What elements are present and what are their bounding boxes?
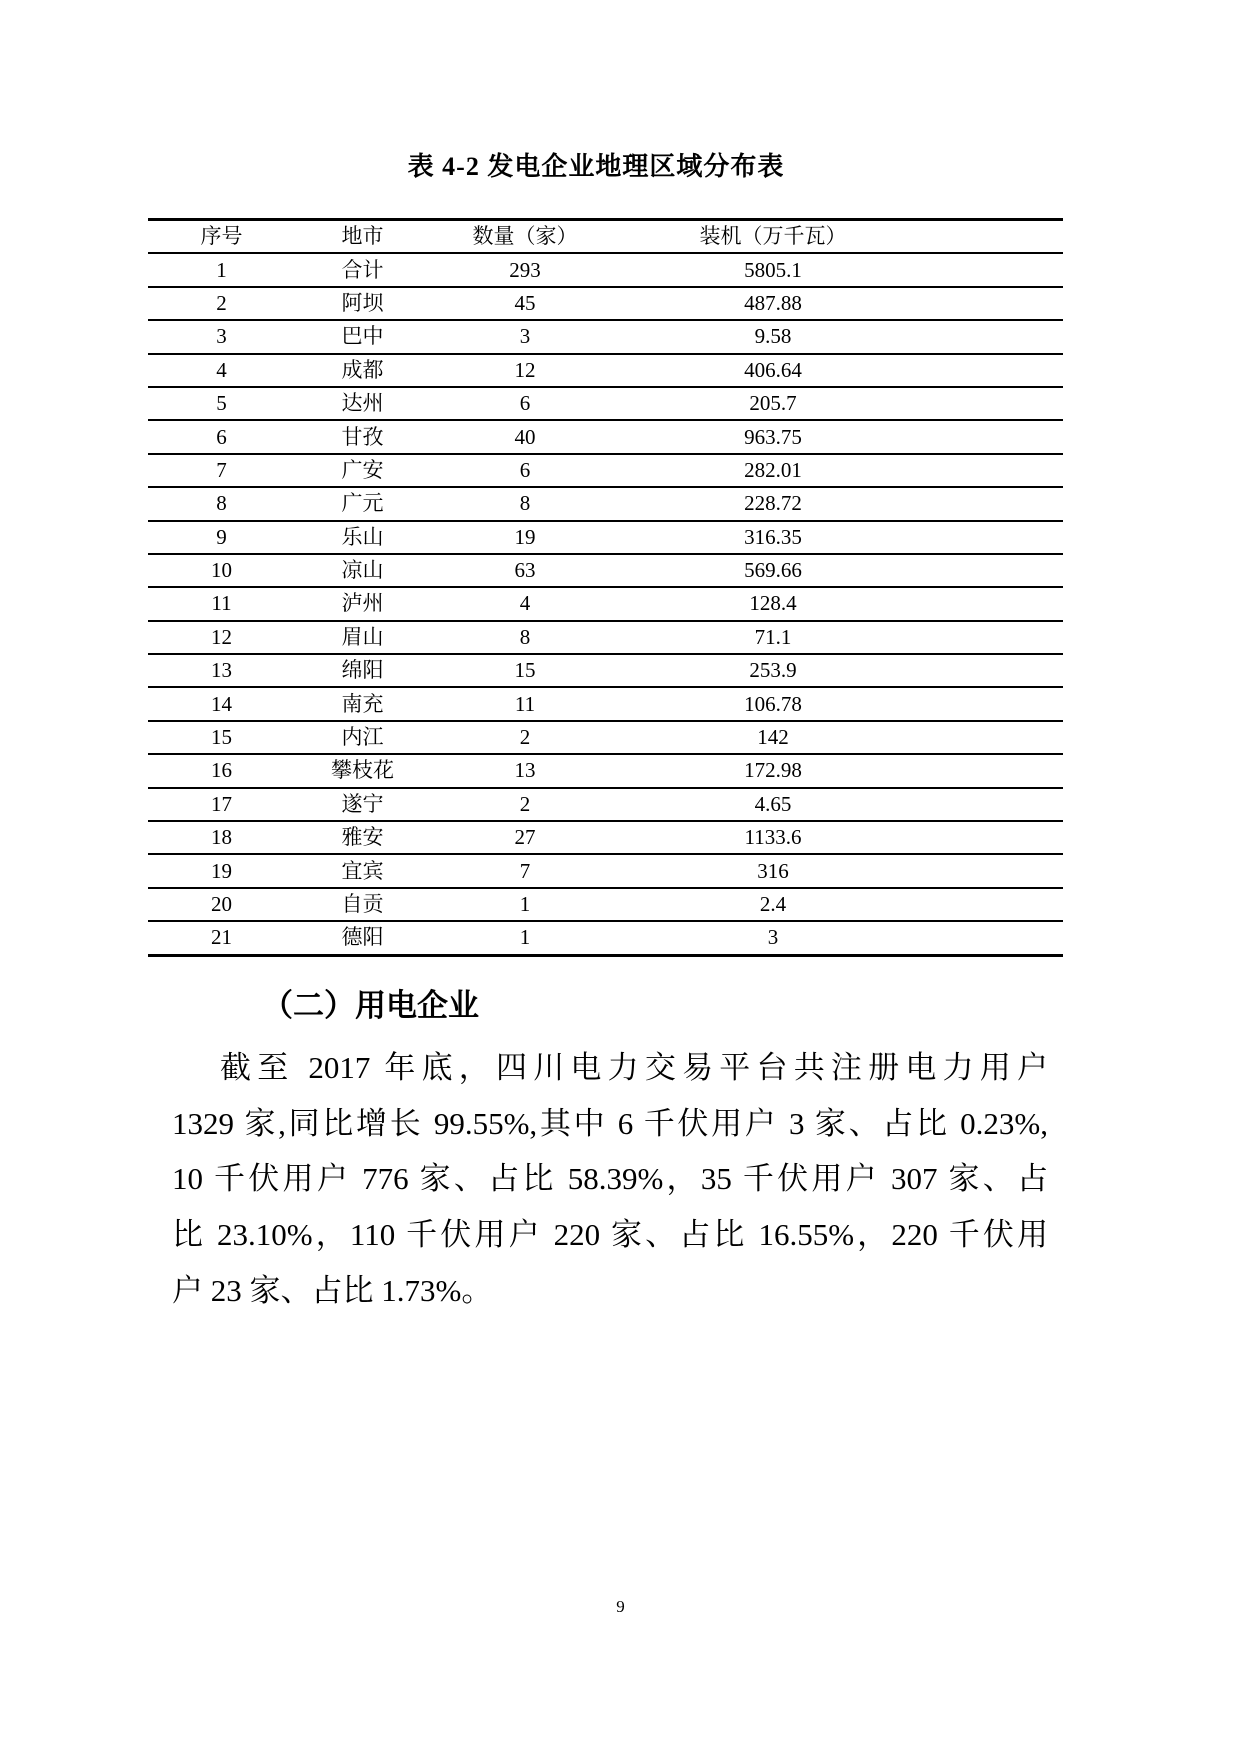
table-row (148, 420, 1063, 453)
header-city: 地市 (295, 220, 430, 254)
table-title: 表 4-2 发电企业地理区域分布表 (407, 152, 785, 181)
table-cell: 18 (148, 821, 295, 854)
table-cell: 142 (620, 721, 1063, 754)
table-cell: 15 (430, 654, 620, 687)
table-cell: 1 (430, 888, 620, 921)
table-cell: 13 (148, 654, 295, 687)
table-row (148, 821, 1063, 854)
table-cell: 自贡 (295, 888, 430, 921)
table-cell: 963.75 (620, 420, 1063, 453)
table-cell: 5805.1 (620, 253, 1063, 286)
table-cell: 293 (430, 253, 620, 286)
table-row (148, 687, 1063, 720)
table-cell: 15 (148, 721, 295, 754)
section-heading: （二）用电企业 (262, 988, 479, 1023)
table-header-row (148, 220, 1063, 254)
table-cell: 广元 (295, 487, 430, 520)
table-cell: 合计 (295, 253, 430, 286)
table-cell: 宜宾 (295, 854, 430, 887)
table-cell: 4 (430, 587, 620, 620)
table-cell: 40 (430, 420, 620, 453)
table-row (148, 921, 1063, 955)
table-cell: 1 (430, 921, 620, 955)
table-cell: 282.01 (620, 454, 1063, 487)
table-cell: 21 (148, 921, 295, 955)
table-cell: 14 (148, 687, 295, 720)
table-row (148, 621, 1063, 654)
table-cell: 12 (430, 354, 620, 387)
table-cell: 巴中 (295, 320, 430, 353)
page-number: 9 (616, 1597, 625, 1616)
paragraph-line: 比 23.10%，110 千伏用户 220 家、占比 16.55%，220 千伏用 (172, 1217, 1048, 1253)
table-row (148, 287, 1063, 320)
table-row (148, 754, 1063, 787)
table-cell: 17 (148, 788, 295, 821)
table-cell: 9.58 (620, 320, 1063, 353)
table-cell: 2 (148, 287, 295, 320)
table-cell: 8 (430, 487, 620, 520)
table-cell: 19 (430, 521, 620, 554)
table-cell: 6 (148, 420, 295, 453)
table-cell: 达州 (295, 387, 430, 420)
table-cell: 雅安 (295, 821, 430, 854)
table-cell: 16 (148, 754, 295, 787)
table-row (148, 721, 1063, 754)
paragraph-line: 户 23 家、占比 1.73%。 (172, 1272, 493, 1308)
table-row (148, 521, 1063, 554)
table-cell: 4 (148, 354, 295, 387)
table-cell: 德阳 (295, 921, 430, 955)
body-paragraph (172, 1040, 1048, 1318)
table-cell: 19 (148, 854, 295, 887)
table-row (148, 654, 1063, 687)
table-cell: 316 (620, 854, 1063, 887)
table-cell: 316.35 (620, 521, 1063, 554)
table-cell: 253.9 (620, 654, 1063, 687)
table-row (148, 454, 1063, 487)
table-cell: 27 (430, 821, 620, 854)
table-cell: 6 (430, 387, 620, 420)
table-cell: 泸州 (295, 587, 430, 620)
paragraph-line: 1329 家,同比增长 99.55%,其中 6 千伏用户 3 家、占比 0.23%, (172, 1105, 1048, 1141)
table-cell: 攀枝花 (295, 754, 430, 787)
table-cell: 106.78 (620, 687, 1063, 720)
table-cell: 205.7 (620, 387, 1063, 420)
table-cell: 1 (148, 253, 295, 286)
table-cell: 成都 (295, 354, 430, 387)
table-row (148, 888, 1063, 921)
table-cell: 228.72 (620, 487, 1063, 520)
table-cell: 406.64 (620, 354, 1063, 387)
header-installed-capacity: 装机（万千瓦） (620, 220, 1063, 254)
table-cell: 2 (430, 788, 620, 821)
table-cell: 绵阳 (295, 654, 430, 687)
table-cell: 3 (148, 320, 295, 353)
table-cell: 广安 (295, 454, 430, 487)
table-cell: 3 (620, 921, 1063, 955)
table-cell: 128.4 (620, 587, 1063, 620)
table-row (148, 554, 1063, 587)
table-row (148, 387, 1063, 420)
header-count: 数量（家） (430, 220, 620, 254)
table-cell: 20 (148, 888, 295, 921)
table-cell: 569.66 (620, 554, 1063, 587)
table-cell: 7 (148, 454, 295, 487)
table-row (148, 587, 1063, 620)
table-cell: 阿坝 (295, 287, 430, 320)
table-cell: 3 (430, 320, 620, 353)
table-cell: 遂宁 (295, 788, 430, 821)
table-cell: 1133.6 (620, 821, 1063, 854)
table-cell: 9 (148, 521, 295, 554)
table-cell: 乐山 (295, 521, 430, 554)
table-cell: 内江 (295, 721, 430, 754)
table-row (148, 854, 1063, 887)
table-cell: 12 (148, 621, 295, 654)
table-cell: 45 (430, 287, 620, 320)
table-cell: 5 (148, 387, 295, 420)
table-cell: 8 (148, 487, 295, 520)
table-cell: 63 (430, 554, 620, 587)
table-row (148, 487, 1063, 520)
table-cell: 2 (430, 721, 620, 754)
table-cell: 10 (148, 554, 295, 587)
table-cell: 11 (430, 687, 620, 720)
table-cell: 4.65 (620, 788, 1063, 821)
table-cell: 8 (430, 621, 620, 654)
table-cell: 172.98 (620, 754, 1063, 787)
table-cell: 2.4 (620, 888, 1063, 921)
table-cell: 487.88 (620, 287, 1063, 320)
table-row (148, 354, 1063, 387)
table-cell: 南充 (295, 687, 430, 720)
table-row (148, 320, 1063, 353)
paragraph-line: 10 千伏用户 776 家、占比 58.39%，35 千伏用户 307 家、占 (172, 1161, 1048, 1197)
paragraph-line: 截至 2017 年底，四川电力交易平台共注册电力用户 (220, 1050, 1048, 1085)
generation-enterprise-table (148, 218, 1063, 957)
table-cell: 甘孜 (295, 420, 430, 453)
table-cell: 7 (430, 854, 620, 887)
table-cell: 11 (148, 587, 295, 620)
table-row (148, 788, 1063, 821)
table-cell: 眉山 (295, 621, 430, 654)
header-serial-number: 序号 (148, 220, 295, 254)
table-cell: 凉山 (295, 554, 430, 587)
table-row (148, 253, 1063, 286)
table-cell: 6 (430, 454, 620, 487)
table-cell: 71.1 (620, 621, 1063, 654)
table-cell: 13 (430, 754, 620, 787)
